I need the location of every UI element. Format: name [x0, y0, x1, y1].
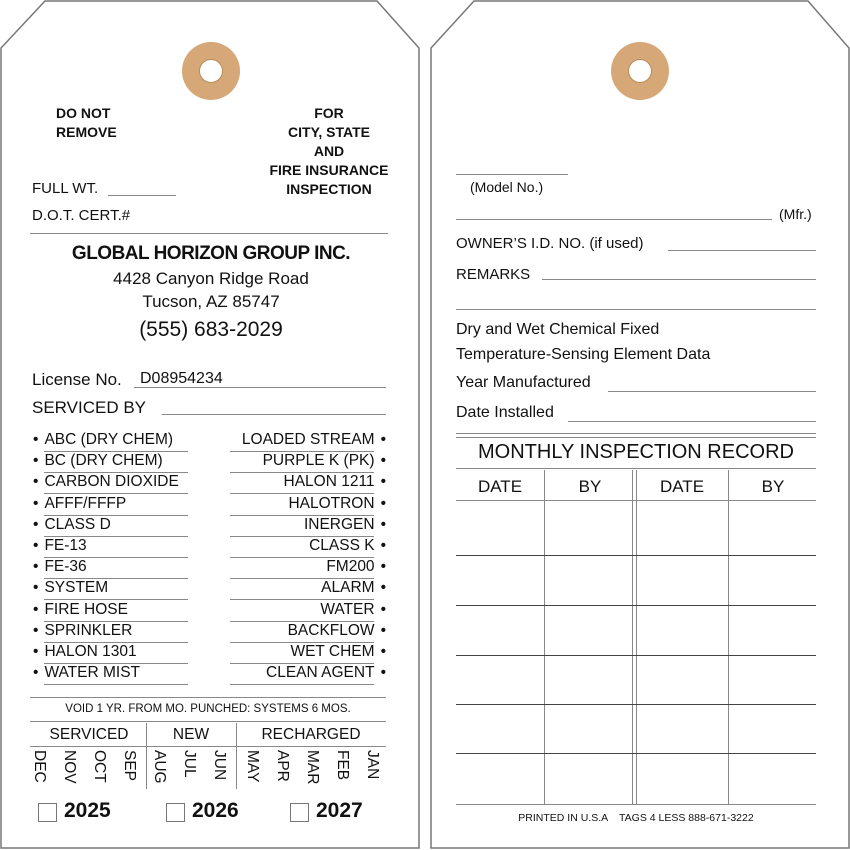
service-label: FE-36	[44, 558, 87, 576]
service-item-left	[33, 494, 126, 514]
service-label: LOADED STREAM	[241, 431, 375, 448]
full-weight-line	[108, 195, 176, 196]
punch-header-serviced: SERVICED	[49, 726, 129, 743]
bullet-icon: •	[380, 621, 386, 639]
service-item-left	[33, 600, 128, 620]
license-line	[134, 387, 386, 388]
left-grommet-hole	[182, 42, 240, 100]
record-header-by-2: BY	[761, 477, 785, 496]
service-item-right	[220, 472, 386, 492]
service-label: INERGEN	[303, 515, 375, 533]
year-manufactured-line	[608, 391, 816, 392]
year-checkbox-2026[interactable]	[166, 803, 185, 822]
service-item-right	[220, 494, 386, 514]
month-punch-label[interactable]: FEB	[334, 750, 351, 781]
service-label: SPRINKLER	[44, 621, 133, 639]
service-item-left	[33, 578, 108, 598]
do-not-remove-label: DO NOT REMOVE	[56, 105, 117, 140]
punch-header-line	[30, 746, 386, 747]
inspection-notice: FOR CITY, STATE AND FIRE INSURANCE INSPECTION	[269, 105, 389, 197]
bullet-icon: •	[380, 558, 386, 576]
service-label: ABC (DRY CHEM)	[44, 431, 174, 448]
service-item-right	[220, 621, 386, 641]
service-item-right	[220, 663, 386, 683]
punch-divider-1	[146, 723, 147, 789]
printer-footer: PRINTED IN U.S.A TAGS 4 LESS 888-671-3222	[518, 812, 754, 824]
element-data-line2: Temperature-Sensing Element Data	[456, 346, 711, 363]
service-label: WATER	[320, 600, 375, 618]
service-item-right	[220, 578, 386, 598]
bullet-icon: •	[33, 664, 39, 682]
bullet-icon: •	[33, 515, 39, 533]
service-item-right	[220, 642, 386, 662]
month-punch-label[interactable]: NOV	[61, 750, 78, 784]
service-item-left	[33, 515, 111, 535]
service-label: SYSTEM	[44, 579, 109, 597]
service-label: HALOTRON	[288, 494, 375, 512]
right-tag-outline	[431, 1, 849, 848]
month-punch-label[interactable]: MAY	[244, 750, 261, 783]
service-item-left	[33, 642, 137, 662]
service-item-right	[220, 536, 386, 556]
company-phone: (555) 683-2029	[139, 318, 283, 341]
date-installed-label: Date Installed	[456, 404, 554, 421]
service-label: CLASS K	[309, 537, 375, 554]
year-2027: 2027	[316, 799, 363, 822]
model-line	[456, 174, 568, 175]
bullet-icon: •	[33, 579, 39, 597]
service-item-left	[33, 472, 179, 492]
element-data-line1: Dry and Wet Chemical Fixed	[456, 321, 660, 338]
license-label: License No.	[32, 370, 122, 389]
bullet-icon: •	[33, 452, 39, 470]
service-label: FE-13	[44, 537, 87, 554]
company-street: 4428 Canyon Ridge Road	[113, 269, 309, 288]
serviced-by-line	[162, 414, 386, 415]
year-2026: 2026	[192, 799, 239, 822]
bullet-icon: •	[380, 431, 386, 448]
record-header-by-1: BY	[578, 477, 602, 496]
service-item-right	[220, 430, 386, 450]
year-2025: 2025	[64, 799, 111, 822]
month-punch-label[interactable]: AUG	[151, 750, 168, 784]
service-label: HALON 1301	[44, 643, 137, 660]
remarks-line-1	[542, 279, 816, 280]
bullet-icon: •	[380, 515, 386, 533]
company-name: GLOBAL HORIZON GROUP INC.	[71, 243, 351, 264]
service-label: CLASS D	[44, 515, 111, 533]
bullet-icon: •	[33, 643, 39, 660]
service-underline	[44, 684, 188, 685]
service-item-left	[33, 663, 140, 683]
bullet-icon: •	[380, 664, 386, 682]
service-label: ALARM	[321, 579, 375, 597]
service-item-right	[220, 600, 386, 620]
service-item-left	[33, 557, 87, 577]
month-punch-label[interactable]: APR	[274, 750, 291, 782]
date-installed-line	[568, 421, 816, 422]
month-punch-label[interactable]: JUL	[181, 750, 198, 778]
service-label: PURPLE K (PK)	[262, 452, 375, 470]
punch-divider-2	[236, 723, 237, 789]
bullet-icon: •	[33, 537, 39, 554]
record-row-line	[456, 555, 816, 556]
bullet-icon: •	[380, 452, 386, 470]
punch-header-recharged: RECHARGED	[261, 726, 361, 743]
service-item-right	[220, 451, 386, 471]
service-item-right	[220, 557, 386, 577]
service-item-left	[33, 621, 132, 641]
bullet-icon: •	[380, 643, 386, 660]
bullet-icon: •	[380, 537, 386, 554]
bullet-icon: •	[33, 600, 39, 618]
record-header-date-1: DATE	[477, 477, 523, 496]
service-item-right	[220, 515, 386, 535]
record-row-line	[456, 704, 816, 705]
month-punch-label[interactable]: OCT	[91, 750, 108, 783]
service-label: AFFF/FFFP	[44, 494, 127, 512]
record-row-line	[456, 655, 816, 656]
remarks-line-2	[456, 309, 816, 310]
company-city: Tucson, AZ 85747	[142, 292, 280, 311]
service-item-left	[33, 536, 87, 556]
bullet-icon: •	[380, 600, 386, 618]
record-row-line	[456, 605, 816, 606]
bullet-icon: •	[380, 494, 386, 512]
header-divider	[30, 233, 388, 234]
serviced-by-label: SERVICED BY	[32, 398, 147, 417]
record-row-line	[456, 753, 816, 754]
service-item-left	[33, 430, 173, 450]
bullet-icon: •	[33, 494, 39, 512]
bullet-icon: •	[33, 431, 39, 448]
mfr-line	[456, 219, 772, 220]
record-title-line	[456, 468, 816, 469]
year-checkbox-2025[interactable]	[38, 803, 57, 822]
month-punch-label[interactable]: JUN	[211, 750, 228, 781]
mfr-label: (Mfr.)	[779, 206, 812, 222]
month-punch-label[interactable]: SEP	[121, 750, 138, 782]
bullet-icon: •	[33, 621, 39, 639]
service-label: BC (DRY CHEM)	[44, 452, 163, 470]
dot-cert-label: D.O.T. CERT.#	[32, 207, 131, 224]
void-notice: VOID 1 YR. FROM MO. PUNCHED: SYSTEMS 6 MOS.	[65, 703, 351, 715]
service-label: HALON 1211	[283, 473, 375, 491]
void-top-line	[30, 697, 386, 698]
bullet-icon: •	[380, 473, 386, 491]
owner-id-line	[668, 250, 816, 251]
bullet-icon: •	[33, 558, 39, 576]
service-label: WATER MIST	[44, 664, 141, 682]
service-label: CARBON DIOXIDE	[44, 473, 179, 491]
punch-header-new: NEW	[172, 726, 210, 743]
service-label: WET CHEM	[290, 643, 375, 660]
record-title: MONTHLY INSPECTION RECORD	[478, 441, 794, 463]
license-value: D08954234	[140, 370, 223, 387]
service-label: FM200	[326, 558, 375, 576]
owner-id-label: OWNER’S I.D. NO. (if used)	[456, 235, 644, 252]
service-underline	[230, 684, 374, 685]
year-checkbox-2027[interactable]	[290, 803, 309, 822]
model-label: (Model No.)	[470, 179, 544, 195]
record-bottom-line	[456, 804, 816, 805]
bullet-icon: •	[380, 579, 386, 597]
service-label: CLEAN AGENT	[266, 664, 375, 682]
record-top-line-1	[456, 433, 816, 434]
full-weight-label: FULL WT.	[32, 180, 99, 197]
service-item-left	[33, 451, 163, 471]
bullet-icon: •	[33, 473, 39, 491]
remarks-label: REMARKS	[456, 266, 531, 283]
service-label: BACKFLOW	[287, 621, 375, 639]
year-manufactured-label: Year Manufactured	[456, 374, 591, 391]
month-punch-label[interactable]: DEC	[31, 750, 48, 783]
service-label: FIRE HOSE	[44, 600, 128, 618]
right-grommet-hole	[611, 42, 669, 100]
void-bottom-line	[30, 721, 386, 722]
month-punch-label[interactable]: JAN	[364, 750, 381, 780]
record-top-line-2	[456, 437, 816, 438]
month-punch-label[interactable]: MAR	[304, 750, 321, 785]
record-header-date-2: DATE	[659, 477, 705, 496]
